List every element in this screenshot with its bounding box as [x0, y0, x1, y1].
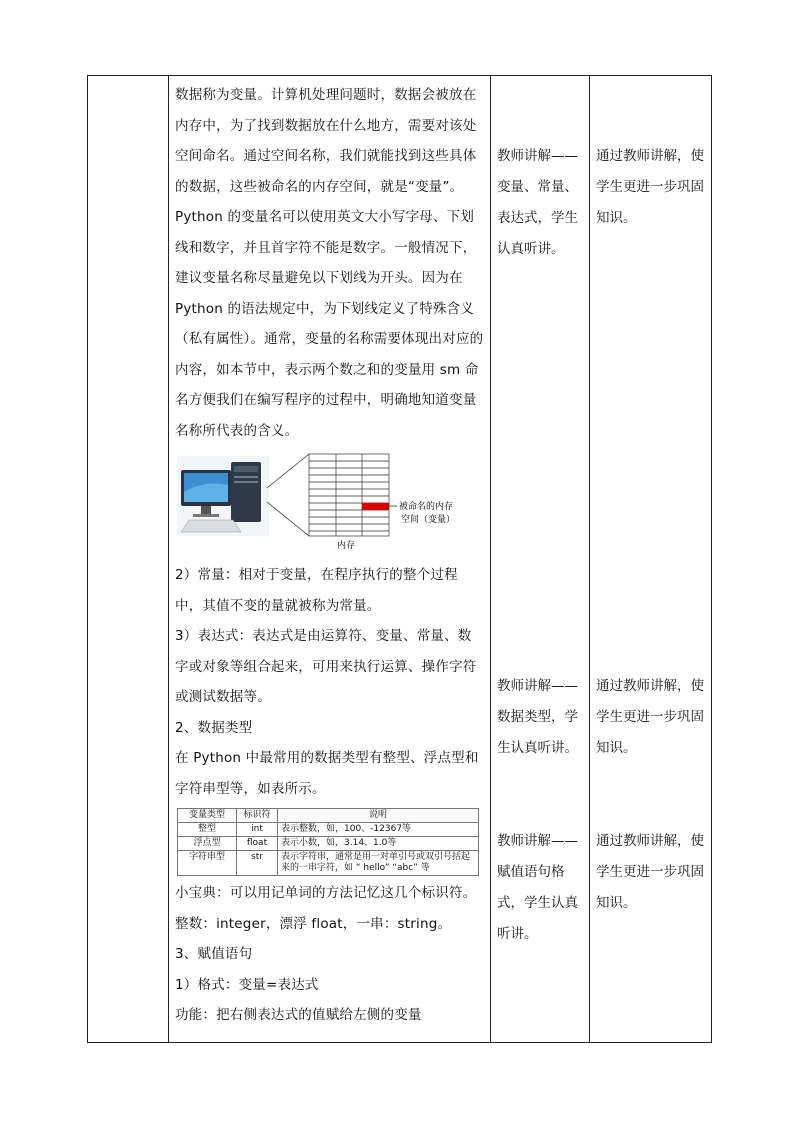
table-cell: 表示整数，如，100、-12367等 — [278, 823, 479, 837]
table-cell: 浮点型 — [178, 837, 237, 851]
design-purpose-3: 通过教师讲解，使学生更进一步巩固知识。 — [596, 833, 704, 911]
variable-paragraph: 数据称为变量。计算机处理问题时，数据会被放在内存中，为了找到数据放在什么地方，需要对该处空间命名。通过空间名称，我们就能找到这些具体的数据，这些被命名的内存空间，就是“变量”。Python 的变量名可以使用英文大小写字母、下划线和数字，并且首字符不能是数字。一般情况下，建议变量名称尽量避免以下划线为开头。因为在 Python 的语法规定中，为下划线定义了特殊含义（私有属性）。通常，变量的名称需要体现出对应的内容，如本节中，表示两个数之和的变量用 sm 命名方便我们在编写程序的过程中，明确地知道变量名称所代表的含义。 — [175, 87, 484, 439]
design-purpose-1: 通过教师讲解，使学生更进一步巩固知识。 — [596, 148, 704, 226]
lesson-plan-table — [87, 75, 712, 1043]
table-header: 变量类型 — [178, 809, 237, 823]
computer-memory-diagram — [175, 452, 485, 552]
datatype-heading: 2、数据类型 — [175, 719, 253, 736]
expression-paragraph: 3）表达式：表达式是由运算符、变量、常量、数字或对象等组合起来，可用来执行运算、操作字符或测试数据等。 — [175, 628, 477, 705]
datatype-table — [177, 808, 479, 876]
teacher-activity-2: 教师讲解——数据类型，学生认真听讲。 — [497, 678, 578, 756]
teacher-activity-cell — [491, 76, 590, 1043]
table-row — [178, 851, 479, 876]
table-cell: int — [237, 823, 278, 837]
named-memory-cell — [362, 503, 389, 510]
memory-grid — [309, 454, 389, 536]
table-cell: 表示小数，如，3.14、1.0等 — [278, 837, 479, 851]
teacher-activity-3: 教师讲解——赋值语句格式，学生认真听讲。 — [497, 833, 578, 942]
table-row — [178, 823, 479, 837]
assign-heading: 3、赋值语句 — [175, 946, 253, 962]
assign-function: 功能：把右侧表达式的值赋给左侧的变量 — [175, 1007, 422, 1023]
tip-paragraph: 小宝典：可以用记单词的方法记忆这几个标识符。 — [175, 885, 477, 901]
table-cell: 表示字符串，通常是用一对单引号或双引号括起来的一串字符，如 “ hello” “abc” 等 — [278, 851, 479, 876]
table-cell: 整型 — [178, 823, 237, 837]
memory-illustration — [175, 452, 485, 552]
design-purpose-cell — [590, 76, 712, 1043]
table-cell: str — [237, 851, 278, 876]
assign-format: 1）格式：变量=表达式 — [175, 976, 319, 993]
datatype-paragraph: 在 Python 中最常用的数据类型有整型、浮点型和字符串型等，如表所示。 — [175, 750, 479, 797]
table-header: 标识符 — [237, 809, 278, 823]
constant-paragraph: 2）常量：相对于变量，在程序执行的整个过程中，其值不变的量就被称为常量。 — [175, 567, 458, 614]
memory-label: 内存 — [337, 541, 356, 551]
table-header: 说明 — [278, 809, 479, 823]
named-space-label-2: 空间（变量） — [401, 515, 456, 525]
teacher-activity-1: 教师讲解——变量、常量、表达式，学生认真听讲。 — [497, 148, 578, 257]
table-row — [178, 837, 479, 851]
design-purpose-2: 通过教师讲解，使学生更进一步巩固知识。 — [596, 678, 704, 756]
table-cell: float — [237, 837, 278, 851]
keyboard-icon — [181, 520, 241, 532]
named-space-label-1: 被命名的内存 — [399, 502, 454, 512]
table-cell: 字符串型 — [178, 851, 237, 876]
mnemonic-paragraph: 整数：integer，漂浮 float，一串：string。 — [175, 915, 452, 932]
empty-left-cell — [88, 76, 169, 1043]
content-cell — [169, 76, 491, 1043]
